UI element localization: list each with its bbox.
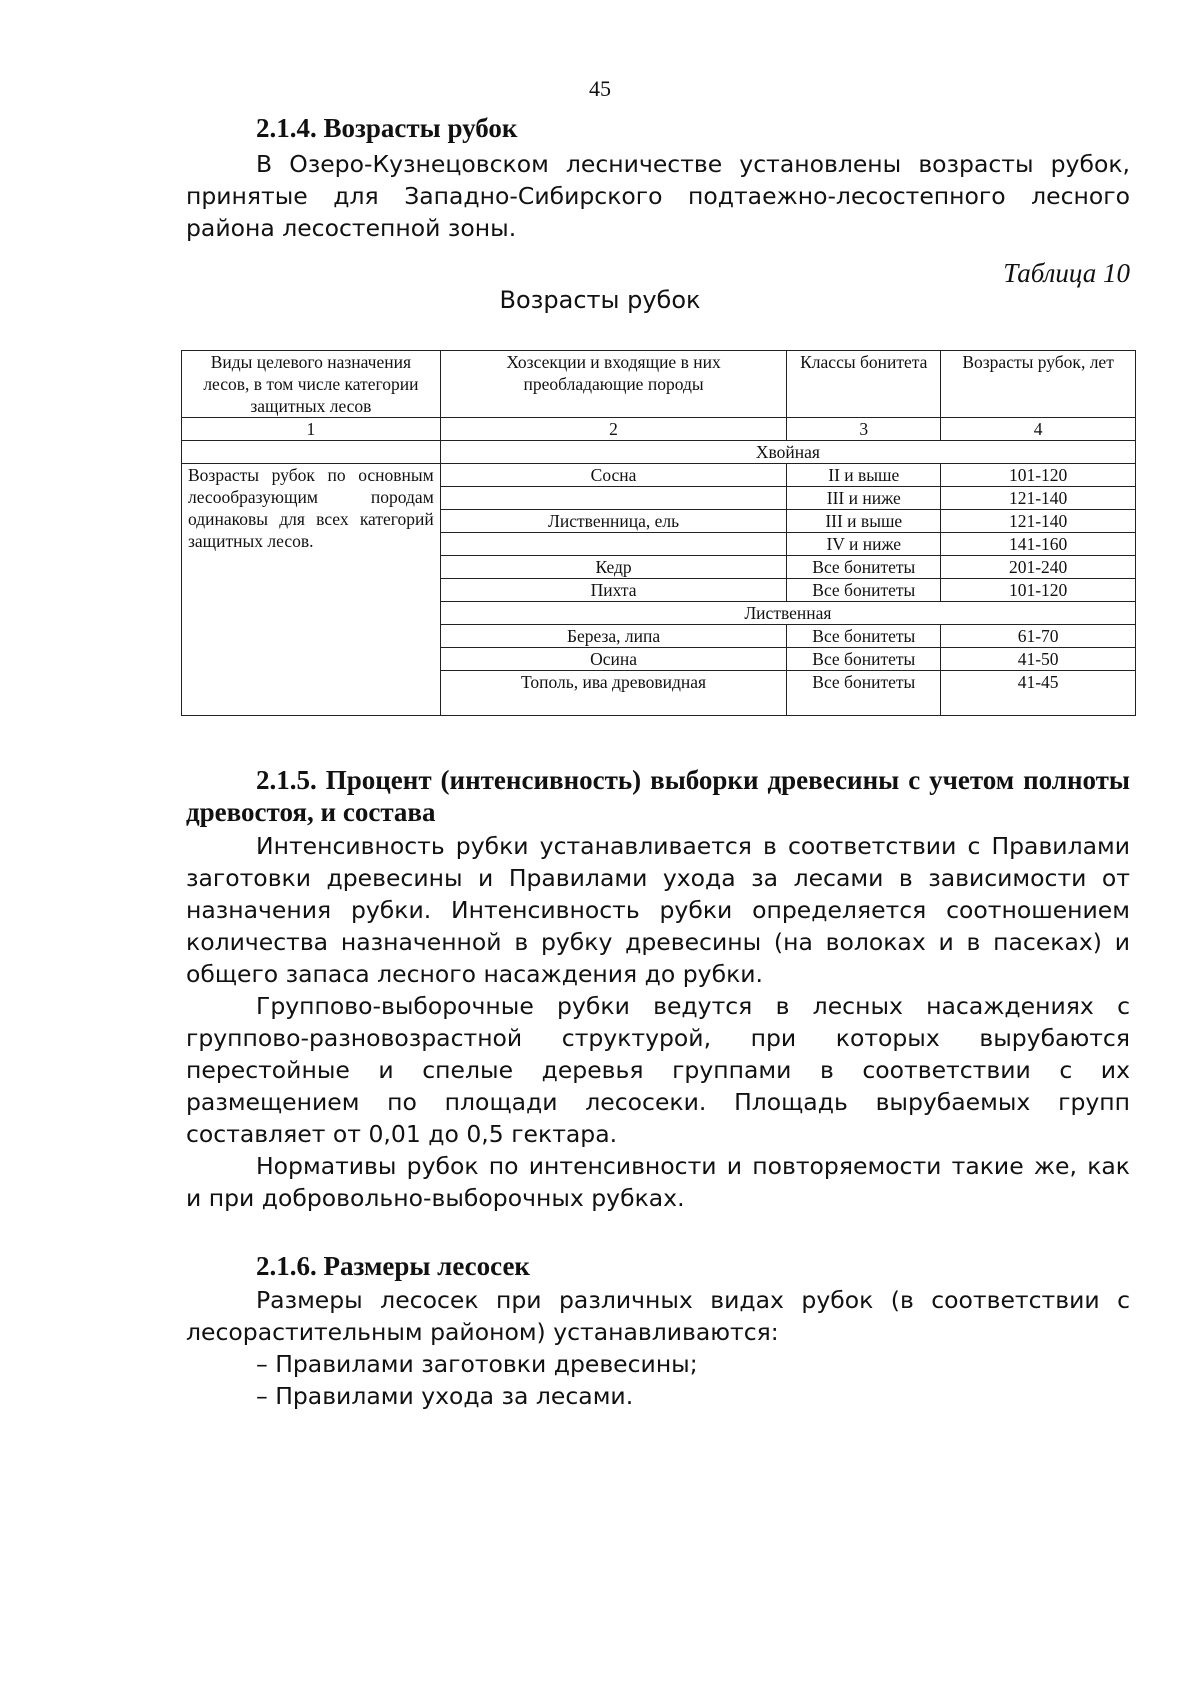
age-cell: 41-50 <box>941 648 1136 671</box>
class-cell: Все бонитеты <box>787 671 941 716</box>
header-cell: Возрасты рубок, лет <box>941 351 1136 418</box>
page-number: 45 <box>589 76 611 101</box>
section-2-1-4 <box>186 112 1130 244</box>
section-paragraph: Группово-выборочные рубки ведутся в лесных насаждениях с группово-разновозрастной структурой, при которых вырубаются перестойные и спелые деревья группами в соответствии с их размещением по площади лесосеки. Площадь вырубаемых групп составляет от 0,01 до 0,5 гектара. <box>186 992 1130 1148</box>
column-number: 1 <box>182 418 441 441</box>
class-cell: Все бонитеты <box>787 556 941 579</box>
list-item: – Правилами ухода за лесами. <box>256 1382 634 1410</box>
table-caption-title: Возрасты рубок <box>499 286 701 314</box>
column-number: 2 <box>440 418 787 441</box>
cutting-ages-table <box>181 350 1136 716</box>
species-cell: Кедр <box>440 556 787 579</box>
species-cell <box>440 487 787 510</box>
age-cell: 101-120 <box>941 464 1136 487</box>
group-label-conifer: Хвойная <box>440 441 1135 464</box>
section-paragraph: Размеры лесосек при различных видах рубок (в соответствии с лесорастительным районом) устанавливаются: <box>186 1286 1130 1346</box>
class-cell: Все бонитеты <box>787 625 941 648</box>
section-paragraph: Интенсивность рубки устанавливается в соответствии с Правилами заготовки древесины и Правилами ухода за лесами в зависимости от назначения рубки. Интенсивность рубки определяется соотношением количества назначенной в рубку древесины (на волоках и в пасеках) и общего запаса лесного насаждения до рубки. <box>186 832 1130 988</box>
table-row <box>182 464 1136 487</box>
class-cell: IV и ниже <box>787 533 941 556</box>
section-paragraph: В Озеро-Кузнецовском лесничестве установлены возрасты рубок, принятые для Западно-Сибирского подтаежно-лесостепного лесного района лесостепной зоны. <box>186 150 1130 242</box>
table-caption-number: Таблица 10 <box>1003 258 1130 288</box>
list-item: – Правилами заготовки древесины; <box>256 1350 698 1378</box>
age-cell: 141-160 <box>941 533 1136 556</box>
header-cell: Хозсекции и входящие в них преобладающие породы <box>440 351 787 418</box>
column-number: 3 <box>787 418 941 441</box>
species-cell <box>440 533 787 556</box>
section-paragraph: Нормативы рубок по интенсивности и повторяемости такие же, как и при добровольно-выборочных рубках. <box>186 1152 1130 1212</box>
section-2-1-5 <box>186 764 1130 1214</box>
species-cell: Осина <box>440 648 787 671</box>
age-cell: 201-240 <box>941 556 1136 579</box>
age-cell: 121-140 <box>941 487 1136 510</box>
class-cell: III и ниже <box>787 487 941 510</box>
table-header-row <box>182 351 1136 418</box>
species-cell: Береза, липа <box>440 625 787 648</box>
left-description-cell: Возрасты рубок по основным лесообразующим породам одинаковы для всех категорий защитных лесов. <box>182 464 441 716</box>
section-title: 2.1.6. Размеры лесосек <box>256 1251 530 1281</box>
class-cell: Все бонитеты <box>787 579 941 602</box>
age-cell: 101-120 <box>941 579 1136 602</box>
section-title: 2.1.5. Процент (интенсивность) выборки древесины с учетом полноты древостоя, и состава <box>186 765 1130 827</box>
age-cell: 121-140 <box>941 510 1136 533</box>
group-label-deciduous: Лиственная <box>440 602 1135 625</box>
species-cell: Лиственница, ель <box>440 510 787 533</box>
species-cell: Пихта <box>440 579 787 602</box>
class-cell: III и выше <box>787 510 941 533</box>
column-number-row <box>182 418 1136 441</box>
class-cell: II и выше <box>787 464 941 487</box>
header-cell: Классы бонитета <box>787 351 941 418</box>
group-row <box>182 441 1136 464</box>
species-cell: Тополь, ива древовидная <box>440 671 787 716</box>
section-title: 2.1.4. Возрасты рубок <box>256 113 518 143</box>
header-cell: Виды целевого назначения лесов, в том числе категории защитных лесов <box>182 351 441 418</box>
empty-cell <box>182 441 441 464</box>
class-cell: Все бонитеты <box>787 648 941 671</box>
dash-list <box>186 1348 1130 1412</box>
age-cell: 41-45 <box>941 671 1136 716</box>
section-2-1-6 <box>186 1250 1130 1412</box>
species-cell: Сосна <box>440 464 787 487</box>
column-number: 4 <box>941 418 1136 441</box>
age-cell: 61-70 <box>941 625 1136 648</box>
